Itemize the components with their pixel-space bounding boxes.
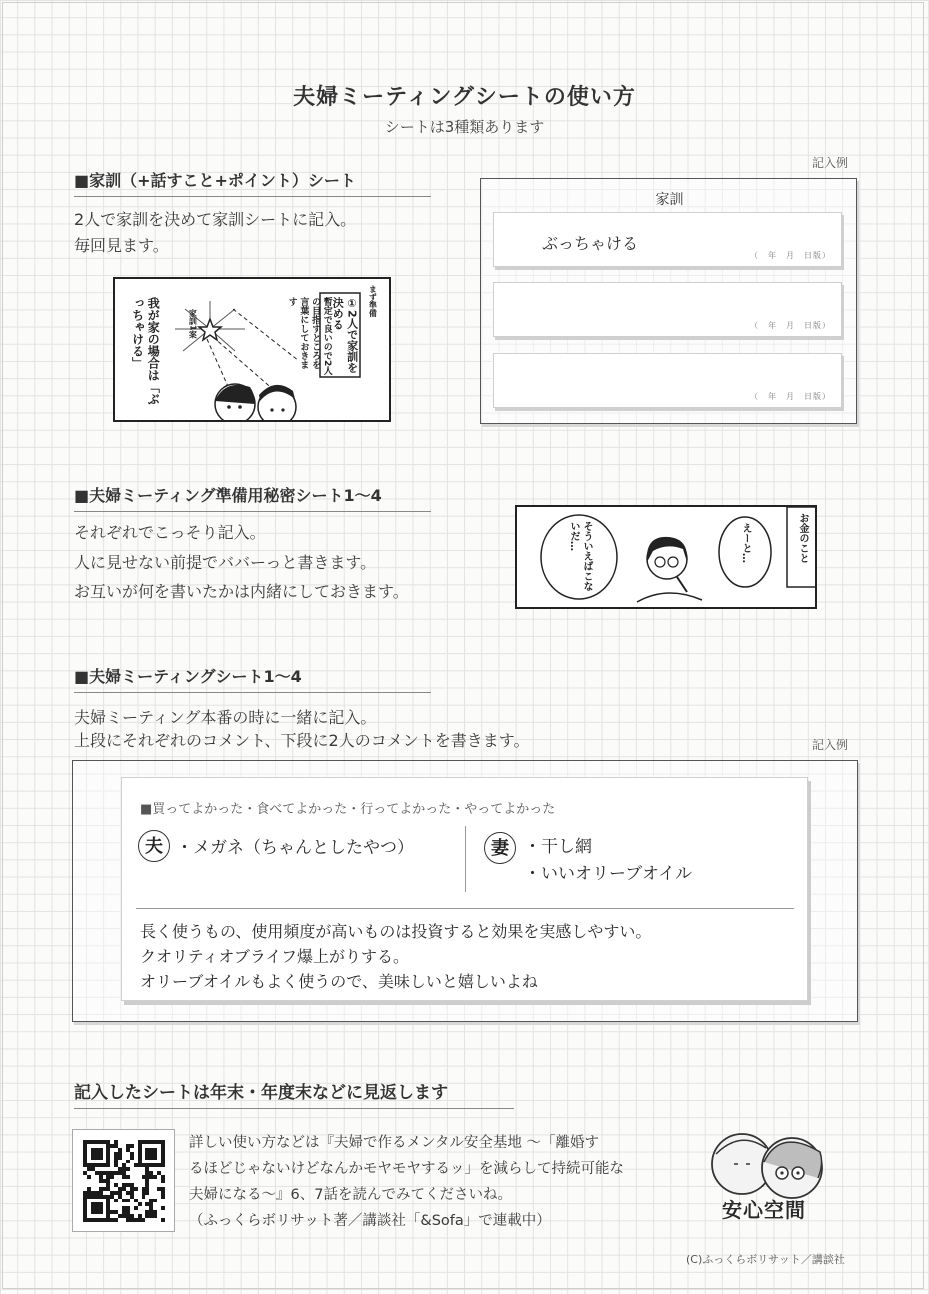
info-line: （ふっくらボリサット著／講談社「&Sofa」で連載中） [189,1213,551,1230]
example-label-meeting: 記入例 [812,738,849,752]
text-line: お互いが何を書いたかは内緒にしておきます。 [74,582,409,602]
kakun-date: （ 年 月 日版） [750,321,831,330]
wife-mark: 妻 [484,832,516,864]
comic-caption: まず準備 [368,285,378,317]
text-line: 上段にそれぞれのコメント、下段に2人のコメントを書きます。 [74,731,530,751]
qr-code-pattern [83,1140,165,1222]
comic-flag-text: 家訓1案 [188,309,198,339]
comic-side-text: 暫定で良いので2人の目指すところを言葉にしておきます [286,297,332,376]
section-heading-kakun: ■家訓（+話すこと+ポイント）シート [74,168,431,197]
divider [136,908,794,909]
comic-panel-kakun [113,277,391,422]
wife-item: ・いいオリーブオイル [524,864,693,885]
kakun-date: （ 年 月 日版） [750,392,831,401]
meeting-prompt: ■買ってよかった・食べてよかった・行ってよかった・やってよかった [140,802,556,817]
section-kakun-text [74,207,356,260]
example-label-kakun: 記入例 [812,156,849,170]
kakun-date: （ 年 月 日版） [750,251,831,260]
kakun-entry: ぶっちゃける [542,234,639,253]
speech-bubble-2: えーと… [740,523,751,563]
comic-tag: お金のこと [797,513,808,563]
wife-items [524,834,692,888]
qr-module [161,1218,165,1222]
section-heading-review: 記入したシートは年末・年度末などに見返します [74,1078,514,1109]
comment-line: クオリティオブライフ爆上がりする。 [140,946,409,966]
qr-code[interactable] [72,1129,175,1232]
kakun-row [493,353,842,408]
speech-bubble-1: そういえばこないだ… [568,521,592,591]
section-secret-text [74,518,409,607]
page-subtitle: シートは3種類あります [384,118,545,136]
text-line: 夫婦ミーティング本番の時に一緒に記入。 [74,708,377,727]
anshin-kukan-logo [700,1118,860,1230]
text-line: 2人で家訓を決めて家訓シートに記入。 [74,210,357,229]
logo-text: 安心空間 [722,1198,806,1222]
text-line: 毎回見ます。 [74,236,169,256]
kakun-row [493,282,842,337]
kakun-sheet-example [480,178,857,424]
meeting-sheet-card [121,777,808,1001]
section-heading-secret: ■夫婦ミーティング準備用秘密シート1〜4 [74,483,431,512]
page-title: 夫婦ミーティングシートの使い方 [293,85,636,110]
husband-item: ・メガネ（ちゃんとしたやつ） [176,838,414,858]
copyright: (C)ふっくらボリサット／講談社 [686,1253,845,1266]
text-line: 人に見せない前提でババーっと書きます。 [74,552,377,572]
shared-comment [140,920,651,994]
comic-box-text: ①2人で家訓を決める [331,297,359,373]
info-line: 詳しい使い方などは『夫婦で作るメンタル安全基地 〜「離婚す [189,1135,600,1151]
section-meeting-text [74,706,529,752]
comment-line: オリーブオイルもよく使うので、美味しいと嬉しいよね [140,971,538,991]
comment-line: 長く使うもの、使用頻度が高いものは投資すると効果を実感しやすい。 [140,922,652,941]
meeting-sheet-example [72,760,858,1022]
info-line: 夫婦になる〜』6、7話を読んでみてくださいね。 [189,1187,512,1204]
comic-panel-secret [515,505,817,609]
book-info [189,1130,624,1234]
comic-example-text: 我が家の場合は「ぶっちゃける」 [130,297,161,405]
section-heading-meeting: ■夫婦ミーティングシート1〜4 [74,664,431,693]
wife-item: ・干し網 [524,837,592,857]
info-line: るほどじゃないけどなんかモヤモヤするッ」を減らして持続可能な [189,1161,624,1178]
kakun-sheet-title: 家訓 [655,192,684,208]
comic-illustration [517,507,817,609]
divider [465,826,466,892]
kakun-row [493,212,842,267]
text-line: それぞれでこっそり記入。 [74,523,266,542]
husband-mark: 夫 [138,830,170,862]
